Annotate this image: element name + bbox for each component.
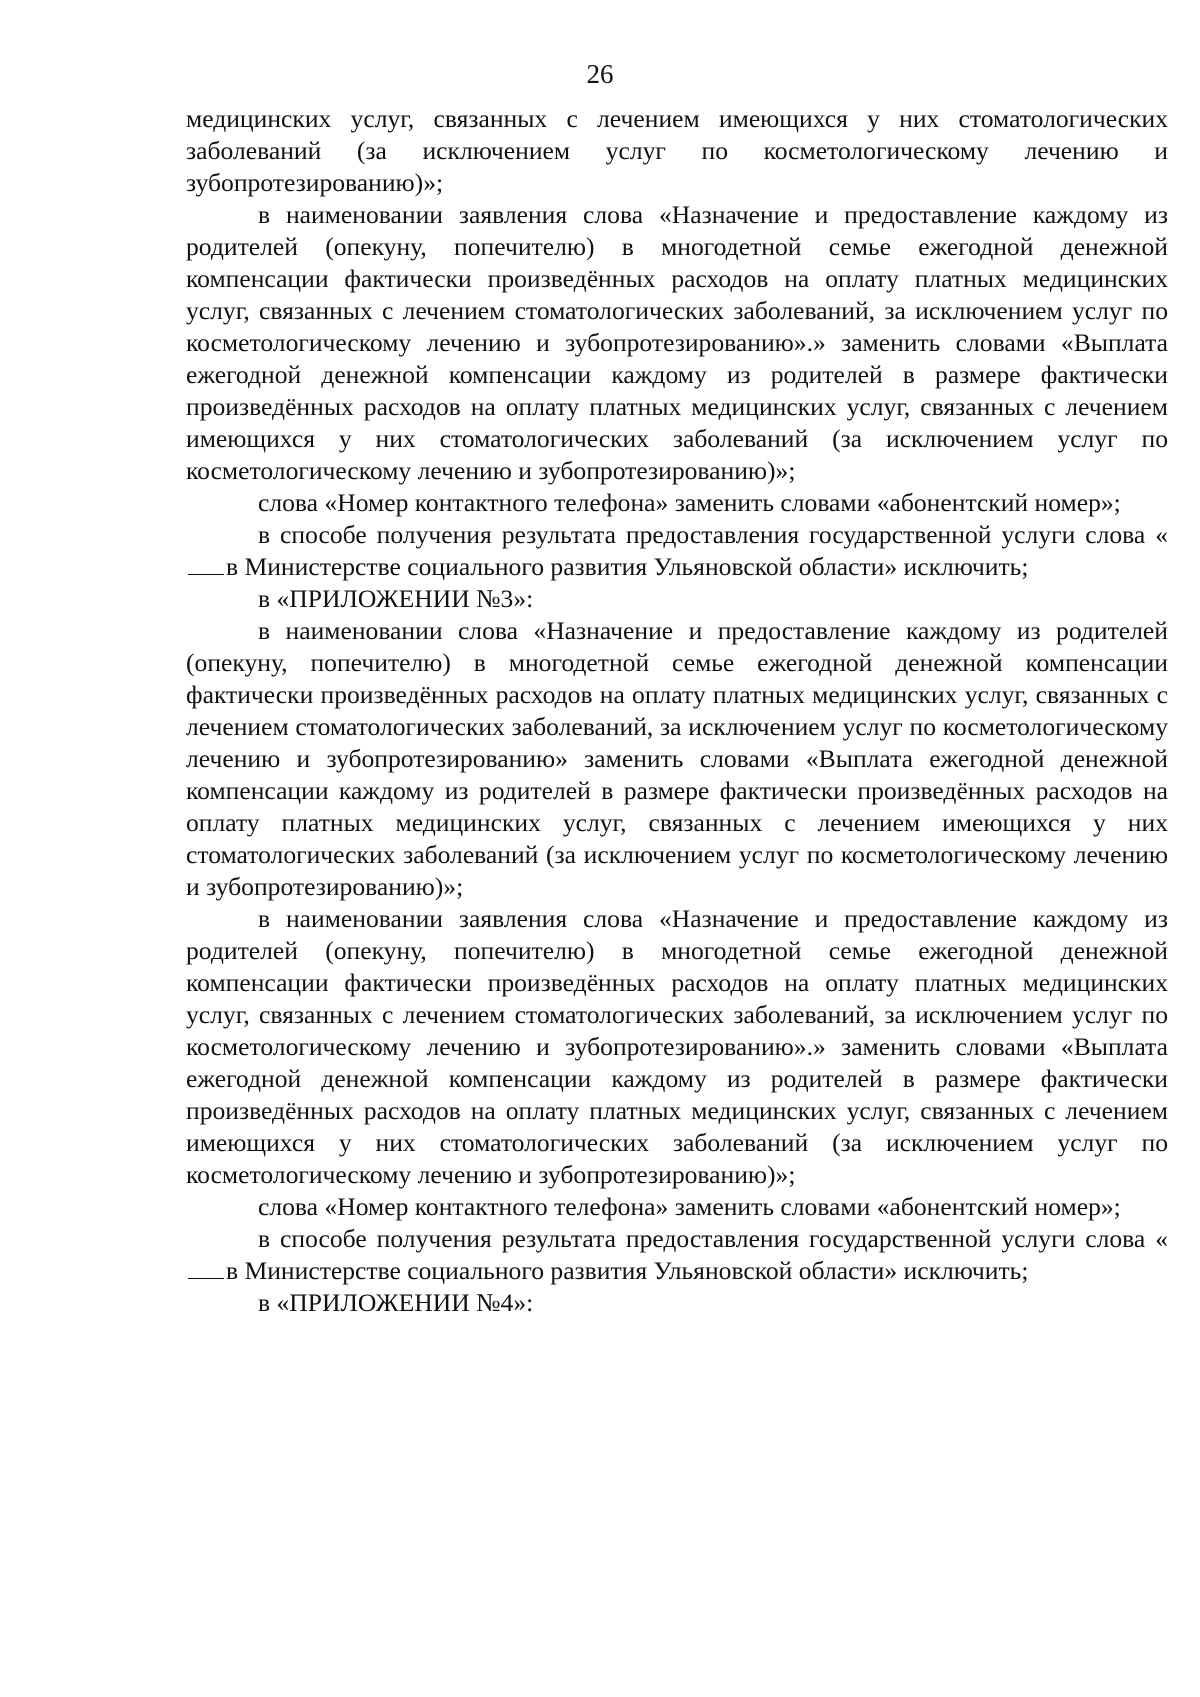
document-body: [186, 103, 1168, 1319]
paragraph-text-before-blank: в способе получения результата предоставления государственной услуги слова «: [258, 520, 1168, 549]
paragraph-text-before-blank: в способе получения результата предоставления государственной услуги слова «: [258, 1224, 1168, 1253]
paragraph: [186, 1223, 1168, 1287]
paragraph-text-after-blank: в Министерстве социального развития Ульяновской области» исключить;: [226, 552, 1029, 581]
blank-underline: [188, 1256, 224, 1279]
paragraph-text-after-blank: в Министерстве социального развития Ульяновской области» исключить;: [226, 1256, 1029, 1285]
paragraph: в наименовании слова «Назначение и предоставление каждому из родителей (опекуну, попечителю) в многодетной семье ежегодной денежной компенсации фактически произведённых расходов на оплату платных медицинских услуг, связанных с лечением стоматологических заболеваний, за исключением услуг по косметологическому лечению и зубопротезированию» заменить словами «Выплата ежегодной денежной компенсации каждому из родителей в размере фактически произведённых расходов на оплату платных медицинских услуг, связанных с лечением имеющихся у них стоматологических заболеваний (за исключением услуг по косметологическому лечению и зубопротезированию)»;: [186, 616, 1168, 901]
page-number: 26: [586, 59, 614, 89]
paragraph: медицинских услуг, связанных с лечением имеющихся у них стоматологических заболеваний (за исключением услуг по косметологическому лечению и зубопротезированию)»;: [186, 104, 1168, 197]
paragraph: слова «Номер контактного телефона» заменить словами «абонентский номер»;: [258, 488, 1121, 517]
section-heading: в «ПРИЛОЖЕНИИ №4»:: [258, 1288, 534, 1317]
paragraph: в наименовании заявления слова «Назначение и предоставление каждому из родителей (опекуну, попечителю) в многодетной семье ежегодной денежной компенсации фактически произведённых расходов на оплату платных медицинских услуг, связанных с лечением стоматологических заболеваний, за исключением услуг по косметологическому лечению и зубопротезированию».» заменить словами «Выплата ежегодной денежной компенсации каждому из родителей в размере фактически произведённых расходов на оплату платных медицинских услуг, связанных с лечением имеющихся у них стоматологических заболеваний (за исключением услуг по косметологическому лечению и зубопротезированию)»;: [186, 200, 1168, 485]
section-heading: в «ПРИЛОЖЕНИИ №3»:: [258, 584, 534, 613]
paragraph: слова «Номер контактного телефона» заменить словами «абонентский номер»;: [258, 1192, 1121, 1221]
paragraph: [186, 519, 1168, 583]
blank-underline: [188, 552, 224, 575]
paragraph: в наименовании заявления слова «Назначение и предоставление каждому из родителей (опекуну, попечителю) в многодетной семье ежегодной денежной компенсации фактически произведённых расходов на оплату платных медицинских услуг, связанных с лечением стоматологических заболеваний, за исключением услуг по косметологическому лечению и зубопротезированию».» заменить словами «Выплата ежегодной денежной компенсации каждому из родителей в размере фактически произведённых расходов на оплату платных медицинских услуг, связанных с лечением имеющихся у них стоматологических заболеваний (за исключением услуг по косметологическому лечению и зубопротезированию)»;: [186, 904, 1168, 1189]
